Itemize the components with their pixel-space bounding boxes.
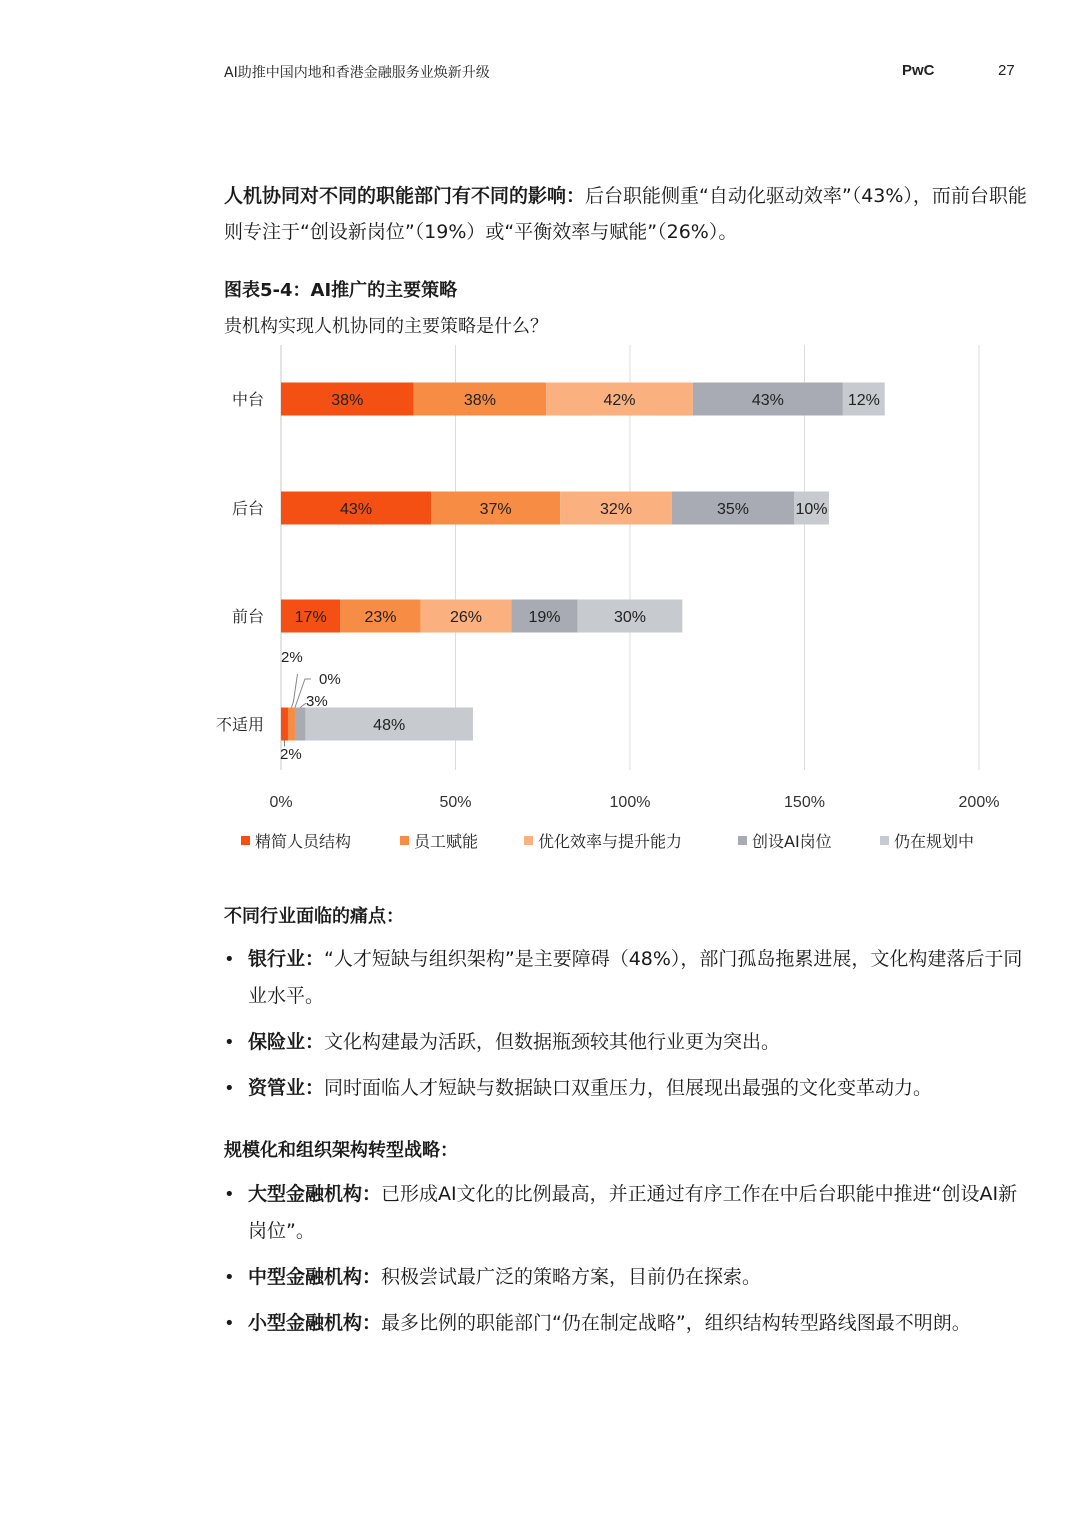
item-text: 最多比例的职能部门“仍在制定战略”，组织结构转型路线图最不明朗。	[381, 1312, 971, 1334]
list-item	[224, 1176, 1024, 1250]
data-label: 30%	[613, 609, 647, 626]
category-label: 后台	[231, 499, 264, 518]
data-label: 35%	[716, 501, 749, 518]
item-bold: 资管业：	[248, 1077, 325, 1099]
figure-title: 图表5-4：AI推广的主要策略	[224, 280, 458, 301]
category-label: 前台	[231, 607, 264, 626]
item-text: 已形成AI文化的比例最高，并正通过有序工作在中后台职能中推进“创设AI新岗位”。	[248, 1183, 1018, 1242]
data-label: 43%	[751, 392, 784, 409]
x-tick-label: 0%	[269, 794, 293, 811]
item-text: 积极尝试最广泛的策略方案，目前仍在探索。	[381, 1266, 762, 1288]
section2-list	[224, 1176, 1024, 1351]
legend-label: 员工赋能	[414, 832, 479, 851]
page-number: 27	[998, 62, 1015, 79]
bar-segment	[281, 708, 288, 741]
data-label: 38%	[463, 392, 496, 409]
list-item	[224, 1305, 1024, 1342]
data-label: 12%	[847, 392, 880, 409]
data-label: 17%	[294, 609, 327, 626]
data-label: 26%	[449, 609, 482, 626]
x-tick-label: 100%	[609, 794, 651, 811]
data-label: 43%	[340, 501, 373, 518]
item-text: 同时面临人才短缺与数据缺口双重压力，但展现出最强的文化变革动力。	[324, 1077, 933, 1099]
item-bold: 银行业：	[248, 948, 325, 970]
data-label: 2%	[281, 649, 303, 666]
list-item	[224, 1024, 1024, 1061]
item-text: “人才短缺与组织架构”是主要障碍（48%），部门孤岛拖累进展，文化构建落后于同业水平。	[248, 948, 1023, 1007]
intro-bold: 人机协同对不同的职能部门有不同的影响：	[224, 185, 586, 207]
bar-segment	[295, 708, 305, 741]
bar-segment	[288, 708, 295, 741]
list-item	[224, 1259, 1024, 1296]
data-label: 42%	[603, 392, 636, 409]
item-bold: 中型金融机构：	[248, 1266, 382, 1288]
category-label: 不适用	[215, 715, 264, 734]
item-text: 文化构建最为活跃，但数据瓶颈较其他行业更为突出。	[324, 1031, 781, 1053]
data-label: 48%	[373, 717, 406, 734]
legend-label: 优化效率与提升能力	[538, 832, 683, 851]
data-label: 23%	[364, 609, 397, 626]
category-label: 中台	[231, 390, 264, 409]
legend-swatch	[524, 836, 533, 845]
data-label: 19%	[528, 609, 561, 626]
legend-label: 仍在规划中	[894, 832, 975, 851]
x-tick-label: 50%	[439, 794, 472, 811]
intro-text: 后台职能侧重“自动化驱动效率”（43%），而前台职能则专注于“创设新岗位”（19%）或“平衡效率与赋能”（26%）。	[224, 185, 1027, 243]
item-bold: 大型金融机构：	[248, 1183, 382, 1205]
figure-subtitle: 贵机构实现人机协同的主要策略是什么？	[224, 316, 548, 337]
data-label: 3%	[306, 693, 328, 710]
item-bold: 保险业：	[248, 1031, 325, 1053]
data-label: 10%	[795, 501, 828, 518]
header-brand: PwC	[902, 62, 935, 79]
x-tick-label: 150%	[784, 794, 825, 811]
legend-swatch	[738, 836, 747, 845]
data-label: 38%	[331, 392, 364, 409]
data-label: 2%	[280, 746, 302, 763]
list-item	[224, 1070, 1024, 1107]
data-label: 32%	[600, 501, 633, 518]
legend-swatch	[400, 836, 409, 845]
legend-label: 精简人员结构	[255, 832, 352, 851]
header-title: AI助推中国内地和香港金融服务业焕新升级	[224, 65, 490, 81]
data-label: 0%	[319, 671, 341, 688]
legend-swatch	[241, 836, 250, 845]
legend-label: 创设AI岗位	[752, 832, 832, 851]
data-label: 37%	[479, 501, 512, 518]
section1-title: 不同行业面临的痛点：	[224, 906, 404, 927]
legend-swatch	[880, 836, 889, 845]
x-tick-label: 200%	[958, 794, 1000, 811]
section2-title: 规模化和组织架构转型战略：	[224, 1140, 458, 1161]
list-item	[224, 941, 1024, 1015]
item-bold: 小型金融机构：	[248, 1312, 382, 1334]
section1-list	[224, 941, 1024, 1116]
